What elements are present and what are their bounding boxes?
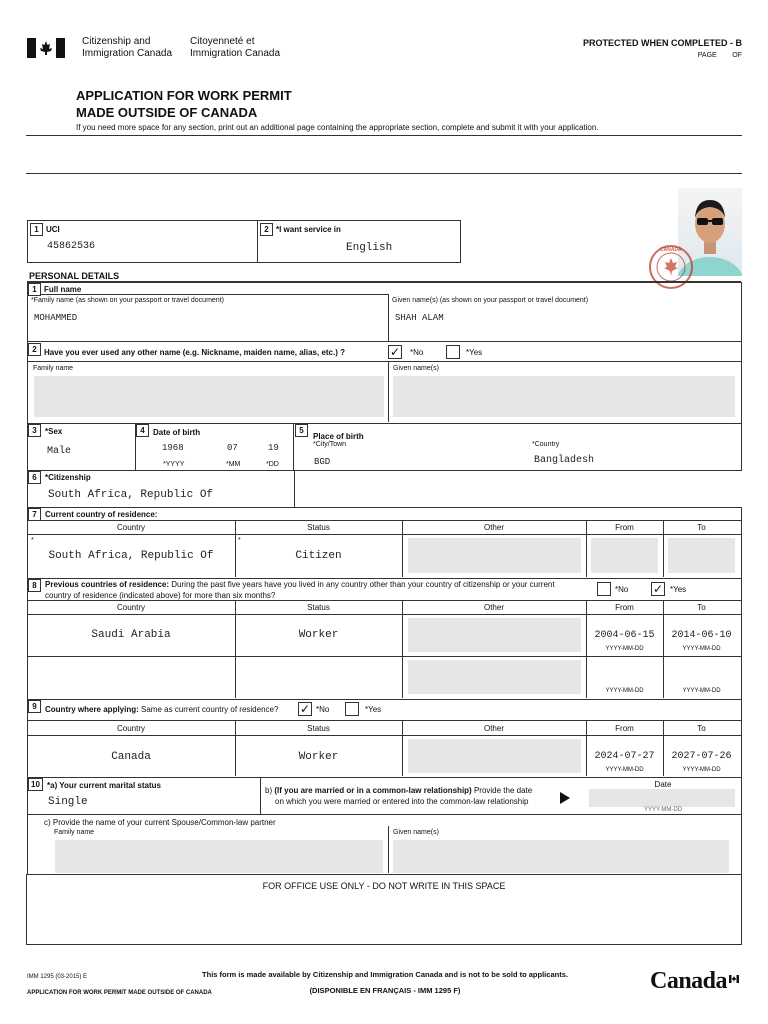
citizenship-select[interactable]: South Africa, Republic Of xyxy=(48,489,214,501)
service-language-select[interactable]: English xyxy=(346,242,393,254)
dob-day-field[interactable]: 19 xyxy=(268,443,279,453)
canada-flag-icon xyxy=(27,38,65,58)
applying-other-field[interactable] xyxy=(408,739,581,773)
section-number: 10 xyxy=(28,778,43,791)
question-text: During the past five years have you lived in any country other than your country of citizenship or your current xyxy=(169,580,555,589)
given-name-field[interactable]: SHAH ALAM xyxy=(395,313,444,323)
section-number: 5 xyxy=(295,424,308,437)
date-format-hint: YYYY-MM-DD xyxy=(643,807,683,813)
service-language-label: *I want service in xyxy=(276,225,341,234)
yes-label: *Yes xyxy=(365,705,382,714)
canada-wordmark: Canada xyxy=(650,968,728,994)
yes-label: *Yes xyxy=(466,348,483,357)
previous-residence-no-checkbox[interactable] xyxy=(597,582,611,596)
current-residence-label: Current country of residence: xyxy=(45,510,158,519)
residence-status-select[interactable]: Citizen xyxy=(295,550,342,562)
question-bold-text: Previous countries of residence: xyxy=(45,580,170,589)
applying-country-question xyxy=(45,705,278,714)
previous-residence-yes-checkbox[interactable]: ✓ xyxy=(652,582,664,596)
residence-from-field[interactable] xyxy=(591,538,658,573)
question-text: Same as current country of residence? xyxy=(138,705,279,714)
previous-status-select[interactable]: Worker xyxy=(298,629,339,641)
personal-details-heading: PERSONAL DETAILS xyxy=(29,271,120,281)
section-number: 1 xyxy=(30,223,43,236)
question-bold-text: Country where applying: xyxy=(45,705,139,714)
marriage-date-field[interactable] xyxy=(589,789,735,807)
other-given-name-field[interactable] xyxy=(393,376,735,417)
section-number: 8 xyxy=(28,579,41,592)
footer-form-title: APPLICATION FOR WORK PERMIT MADE OUTSIDE OF CANADA xyxy=(27,990,212,996)
place-of-birth-label: Place of birth xyxy=(313,432,364,441)
previous-to-field[interactable]: 2014-06-10 xyxy=(671,630,732,641)
section-number: 4 xyxy=(136,424,149,437)
column-header: Country xyxy=(116,724,145,733)
previous-country-select[interactable]: Saudi Arabia xyxy=(91,629,171,641)
dept-name-en: Citizenship and Immigration Canada xyxy=(82,36,173,59)
column-header: From xyxy=(615,523,634,532)
column-header: Other xyxy=(483,523,504,532)
spouse-family-name-label: Family name xyxy=(54,829,95,836)
question-text-line2: on which you were married or entered into the common-law relationship xyxy=(275,797,529,806)
uci-field[interactable]: 45862536 xyxy=(47,241,96,252)
protected-label: PROTECTED WHEN COMPLETED - B xyxy=(583,38,742,48)
family-name-label: *Family name (as shown on your passport or travel document) xyxy=(31,297,224,304)
previous-from-field[interactable]: 2004-06-15 xyxy=(594,630,655,641)
applying-no-checkbox[interactable]: ✓ xyxy=(299,702,311,716)
column-header: To xyxy=(697,523,706,532)
no-label: *No xyxy=(316,705,330,714)
birth-country-select[interactable]: Bangladesh xyxy=(534,455,595,466)
full-name-box xyxy=(27,282,742,342)
other-names-no-checkbox[interactable]: ✓ xyxy=(389,345,401,359)
column-header: From xyxy=(615,724,634,733)
form-code: IMM 1295 (03-2015) E xyxy=(27,974,88,980)
residence-to-field[interactable] xyxy=(668,538,735,573)
page-of-label: PAGE OF xyxy=(697,52,742,59)
footer-notice: This form is made available by Citizenship and Immigration Canada and is not to be sold to applicants. xyxy=(202,970,568,979)
section-number: 2 xyxy=(260,223,273,236)
marriage-date-question xyxy=(265,786,532,795)
uci-label: UCI xyxy=(46,225,60,234)
form-title: APPLICATION FOR WORK PERMIT MADE OUTSIDE OF CANADA xyxy=(76,88,292,120)
other-names-question: Have you ever used any other name (e.g. Nickname, maiden name, alias, etc.) ? xyxy=(44,348,346,357)
date-format-hint: YYYY-MM-DD xyxy=(605,688,644,694)
city-label: *City/Town xyxy=(313,441,347,448)
spouse-given-name-label: Given name(s) xyxy=(393,829,439,836)
dd-label: *DD xyxy=(266,461,279,468)
other-names-yes-checkbox[interactable] xyxy=(446,345,460,359)
previous-other-field-2[interactable] xyxy=(408,660,581,694)
yyyy-label: *YYYY xyxy=(163,461,185,468)
form-subtitle: If you need more space for any section, print out an additional page containing the appropriate section, complete and submit it with your application. xyxy=(76,123,599,132)
mm-label: *MM xyxy=(226,461,241,468)
applying-status-select[interactable]: Worker xyxy=(298,751,339,763)
column-header: Other xyxy=(483,724,504,733)
applying-from-field[interactable]: 2024-07-27 xyxy=(594,751,655,762)
column-header: To xyxy=(697,724,706,733)
previous-other-field[interactable] xyxy=(408,618,581,652)
section-number: 7 xyxy=(28,508,41,521)
given-name-label: Given name(s) (as shown on your passport or travel document) xyxy=(392,297,589,304)
section-number: 1 xyxy=(28,283,41,296)
applying-country-select[interactable]: Canada xyxy=(111,751,151,763)
other-family-name-field[interactable] xyxy=(34,376,384,417)
column-header: Status xyxy=(307,724,330,733)
arrow-right-icon xyxy=(560,792,570,804)
date-format-hint: YYYY-MM-DD xyxy=(682,646,721,652)
no-label: *No xyxy=(615,585,629,594)
column-header: Status xyxy=(307,603,330,612)
marital-status-select[interactable]: Single xyxy=(48,796,88,808)
marriage-date-label: Date xyxy=(654,780,672,789)
spouse-family-name-field[interactable] xyxy=(55,840,383,873)
applying-to-field[interactable]: 2027-07-26 xyxy=(671,751,732,762)
dob-year-field[interactable]: 1968 xyxy=(162,443,184,453)
section-number: 6 xyxy=(28,471,41,484)
office-use-label: FOR OFFICE USE ONLY - DO NOT WRITE IN THIS SPACE xyxy=(262,881,506,891)
dept-name-fr: Citoyenneté et Immigration Canada xyxy=(190,36,281,59)
section-number: 9 xyxy=(28,700,41,713)
column-header: Country xyxy=(116,603,145,612)
applying-yes-checkbox[interactable] xyxy=(345,702,359,716)
dob-label: Date of birth xyxy=(153,428,201,437)
other-family-name-label: Family name xyxy=(33,365,74,372)
question-text-line2: country of residence (indicated above) for more than six months? xyxy=(45,591,276,600)
no-label: *No xyxy=(410,348,424,357)
required-mark: * xyxy=(31,537,34,544)
question-text: Provide the date xyxy=(471,786,533,795)
citizenship-label: *Citizenship xyxy=(45,473,91,482)
residence-country-select[interactable]: South Africa, Republic Of xyxy=(48,550,214,562)
dob-month-field[interactable]: 07 xyxy=(227,443,238,453)
date-format-hint: YYYY-MM-DD xyxy=(605,646,644,652)
column-header: Status xyxy=(307,523,330,532)
full-name-label: Full name xyxy=(44,285,82,294)
birth-city-field[interactable]: BGD xyxy=(314,457,331,467)
column-header: From xyxy=(615,603,634,612)
yes-label: *Yes xyxy=(670,585,687,594)
marital-status-label: *a) Your current marital status xyxy=(47,781,161,790)
column-header: Other xyxy=(483,603,504,612)
other-given-name-label: Given name(s) xyxy=(393,365,439,372)
previous-residence-question xyxy=(45,580,590,589)
date-format-hint: YYYY-MM-DD xyxy=(682,688,721,694)
required-mark: * xyxy=(238,537,241,544)
country-label: *Country xyxy=(532,441,560,448)
stamp-text: CANADA xyxy=(660,247,682,253)
column-header: To xyxy=(697,603,706,612)
wordmark-flag-icon xyxy=(729,970,739,978)
family-name-field[interactable]: MOHAMMED xyxy=(34,313,78,323)
sex-select[interactable]: Male xyxy=(47,446,72,457)
column-header: Country xyxy=(116,523,145,532)
spouse-name-label: c) Provide the name of your current Spouse/Common-law partner xyxy=(44,818,276,827)
question-prefix: b) xyxy=(265,786,275,795)
date-format-hint: YYYY-MM-DD xyxy=(682,767,721,773)
sex-label: *Sex xyxy=(45,427,63,436)
spouse-given-name-field[interactable] xyxy=(393,840,729,873)
question-bold-text: (If you are married or in a common-law relationship) xyxy=(274,786,472,795)
section-number: 2 xyxy=(28,343,41,356)
residence-other-field[interactable] xyxy=(408,538,581,573)
date-format-hint: YYYY-MM-DD xyxy=(605,767,644,773)
french-version-note: (DISPONIBLE EN FRANÇAIS - IMM 1295 F) xyxy=(309,986,461,995)
section-number: 3 xyxy=(28,424,41,437)
